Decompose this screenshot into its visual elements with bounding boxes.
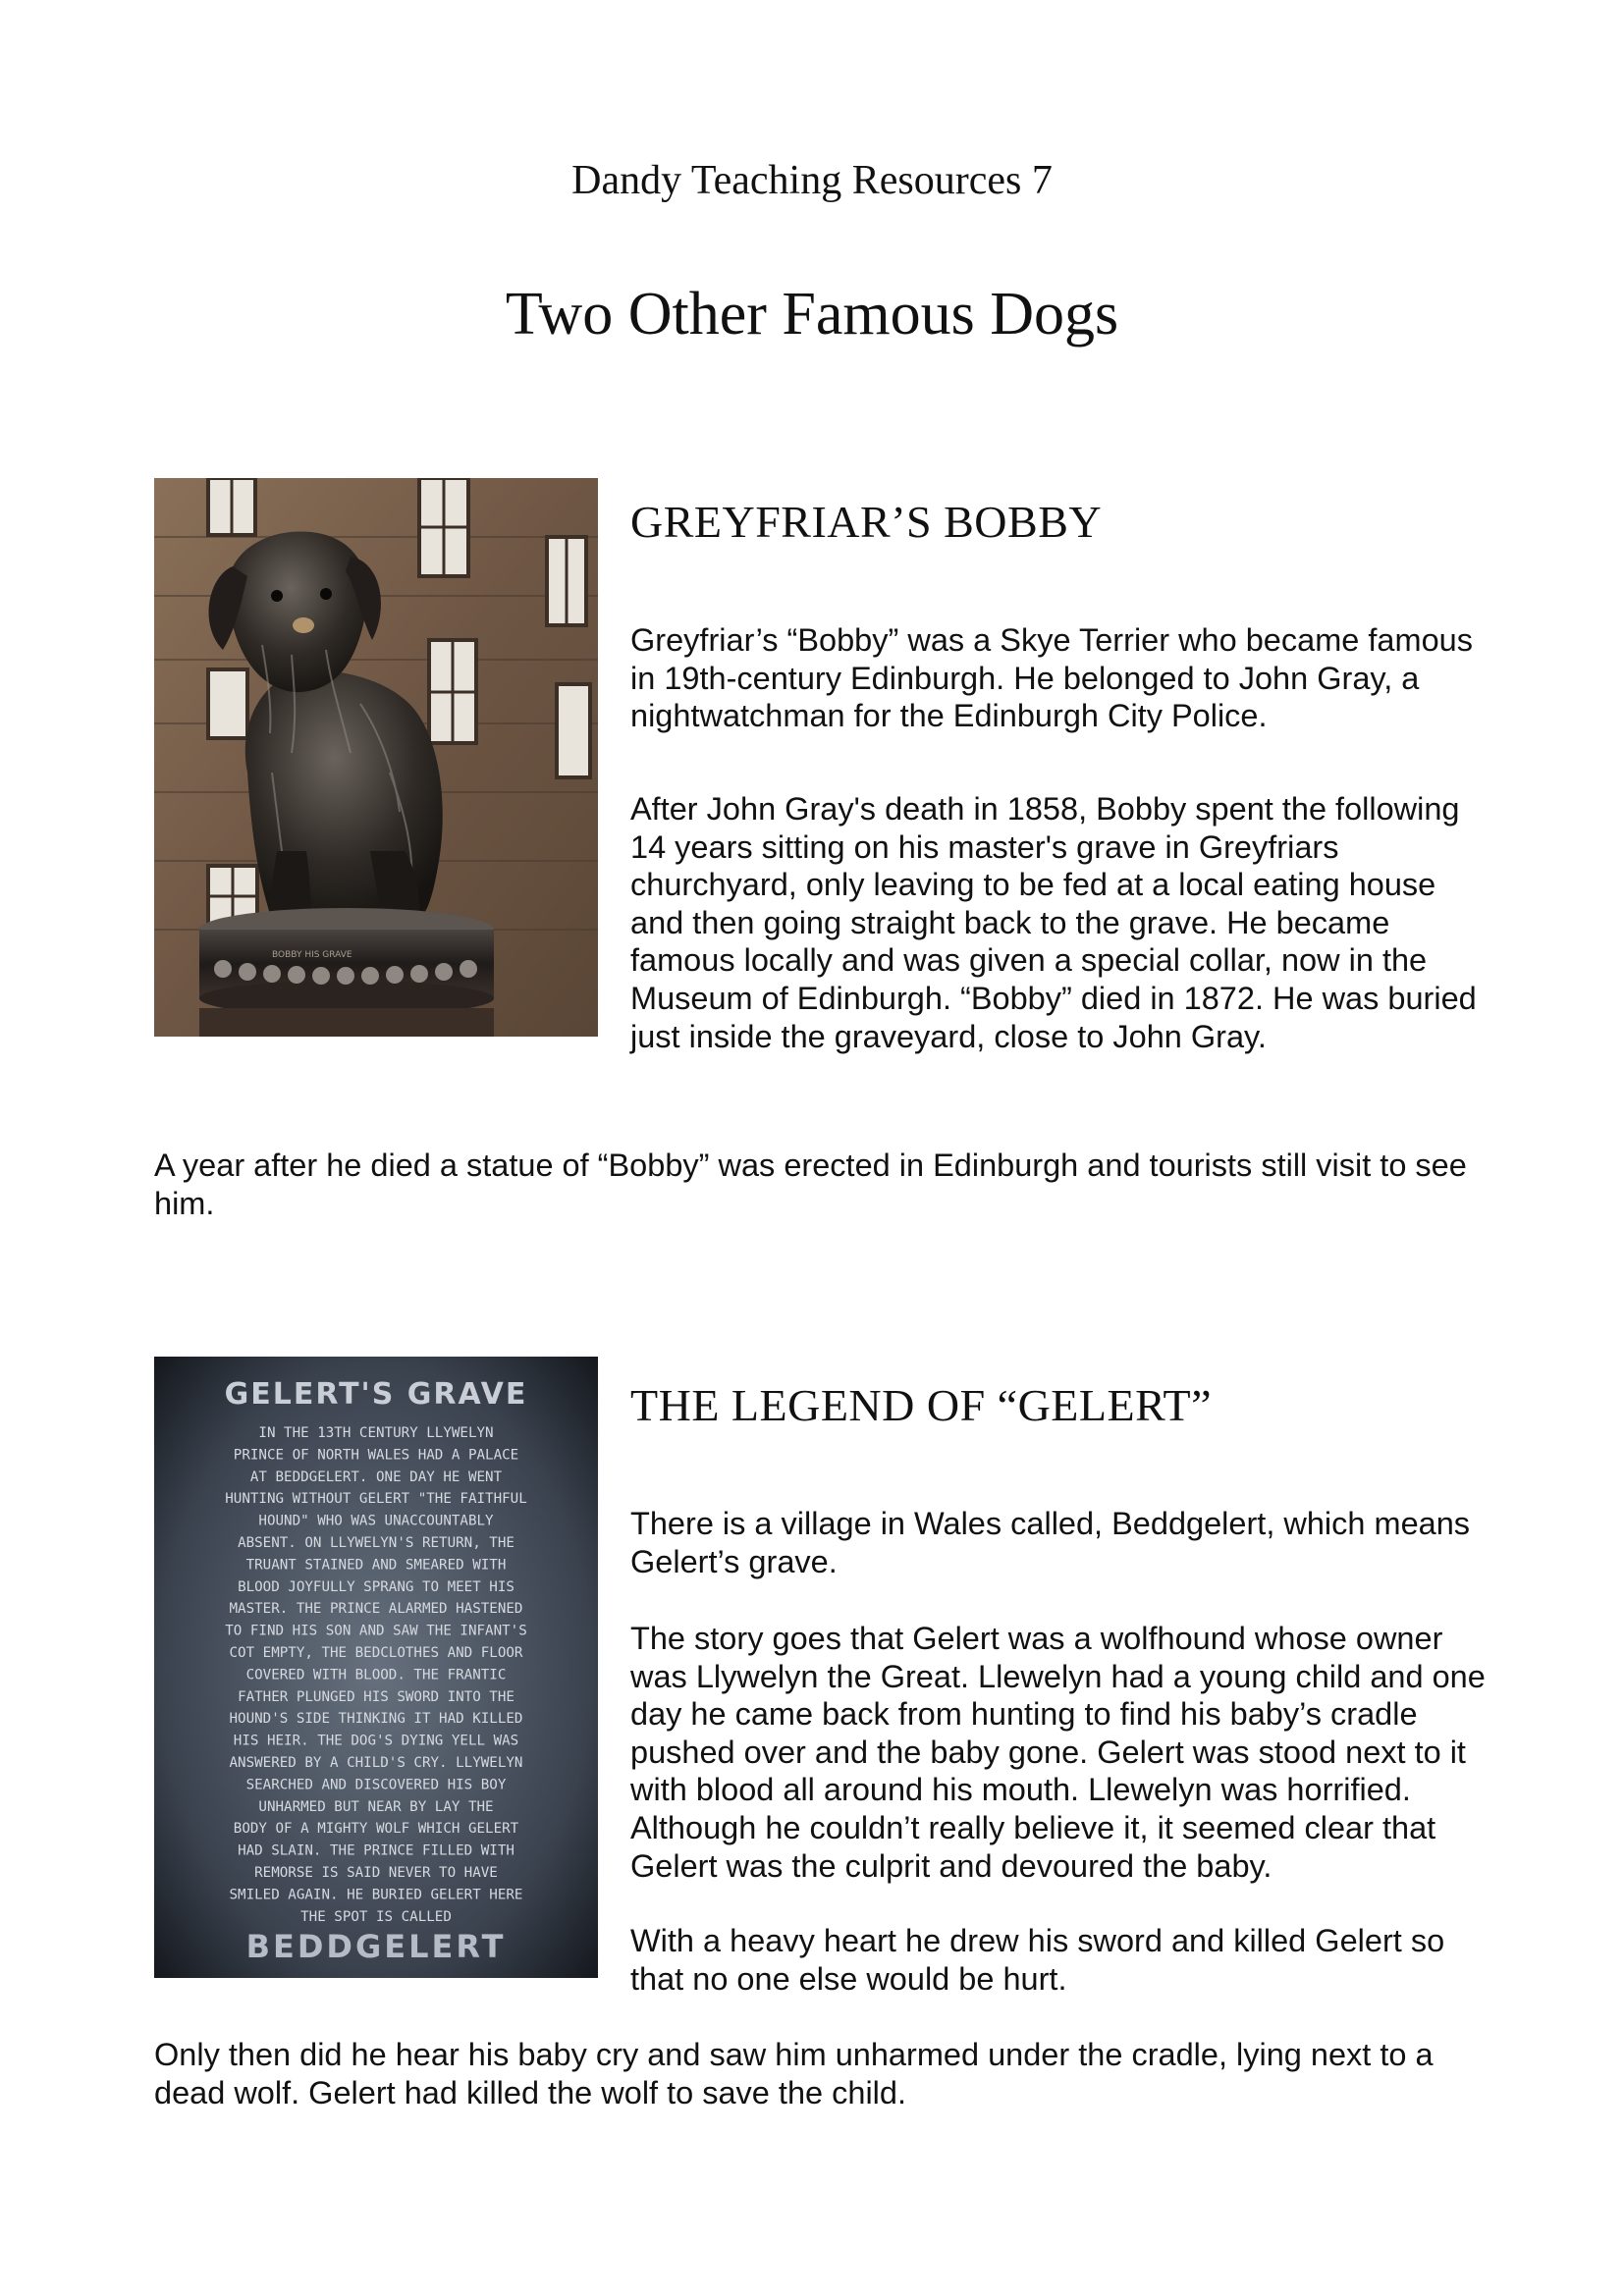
stone-inscription-line: ANSWERED BY A CHILD'S CRY. LLYWELYN [229,1755,523,1771]
bobby-paragraph-2: After John Gray's death in 1858, Bobby spent the following 14 years sitting on his master's grave in Greyfriars churchyard, only leaving to be fed at a local eating house and then going straight back to the grave. He became famous locally and was given a special collar, now in the Museum of Edinburgh. “Bobby” died in 1872. He was buried just inside the graveyard, close to John Gray. [630,791,1477,1054]
stone-inscription-line: PRINCE OF NORTH WALES HAD A PALACE [233,1447,519,1464]
stone-inscription-line: AT BEDDGELERT. ONE DAY HE WENT [249,1468,503,1485]
gelert-gravestone-photo [154,1357,598,1978]
gelert-paragraph-3: With a heavy heart he drew his sword and killed Gelert so that no one else would be hurt. [630,1923,1445,1997]
stone-inscription-line: HOUND" WHO WAS UNACCOUNTABLY [258,1513,494,1529]
bobby-statue-photo [154,478,598,1037]
section-heading-gelert: THE LEGEND OF “GELERT” [630,1380,1213,1430]
page-title: Two Other Famous Dogs [505,281,1119,347]
series-title: Dandy Teaching Resources 7 [571,158,1053,203]
stone-inscription [225,1425,527,1925]
stone-inscription-line: UNHARMED BUT NEAR BY LAY THE [258,1798,494,1815]
stone-inscription-line: MASTER. THE PRINCE ALARMED HASTENED [229,1601,523,1618]
stone-inscription-line: BODY OF A MIGHTY WOLF WHICH GELERT [233,1821,519,1838]
stone-inscription-line: TO FIND HIS SON AND SAW THE INFANT'S [225,1623,527,1639]
stone-inscription-line: COVERED WITH BLOOD. THE FRANTIC [245,1667,507,1683]
stone-inscription-line: IN THE 13TH CENTURY LLYWELYN [258,1425,494,1441]
stone-inscription-line: HAD SLAIN. THE PRINCE FILLED WITH [238,1842,514,1859]
plaque-text: BOBBY HIS GRAVE [272,950,352,960]
gelert-paragraph-4: Only then did he hear his baby cry and saw him unharmed under the cradle, lying next to a dead wolf. Gelert had killed the wolf to save the child. [154,2037,1434,2110]
stone-inscription-line: ABSENT. ON LLYWELYN'S RETURN, THE [238,1535,514,1551]
stone-inscription-line: FATHER PLUNGED HIS SWORD INTO THE [238,1688,514,1705]
stone-inscription-line: THE SPOT IS CALLED [300,1908,452,1925]
bobby-paragraph-1: Greyfriar’s “Bobby” was a Skye Terrier who became famous in 19th-century Edinburgh. He belonged to John Gray, a nightwatchman for the Edinburgh City Police. [630,622,1473,734]
gelert-paragraph-1: There is a village in Wales called, Beddgelert, which means Gelert’s grave. [630,1506,1471,1579]
stone-inscription-line: HOUND'S SIDE THINKING IT HAD KILLED [229,1711,523,1728]
gelert-paragraph-2: The story goes that Gelert was a wolfhound whose owner was Llywelyn the Great. Llewelyn had a young child and one day he came back from hunting to find his baby’s cradle pushed over and the baby gone. Gelert was stood next to it with blood all around his mouth. Llewelyn was horrified. Although he couldn’t really believe it, it seemed clear that Gelert was the culprit and devoured the baby. [630,1621,1486,1884]
stone-inscription-line: SEARCHED AND DISCOVERED HIS BOY [245,1777,507,1793]
dog-statue-icon [154,478,598,1037]
stone-inscription-line: TRUANT STAINED AND SMEARED WITH [245,1557,507,1574]
stone-inscription-line: SMILED AGAIN. HE BURIED GELERT HERE [229,1887,523,1903]
gravestone-icon [154,1357,598,1978]
stone-footer: BEDDGELERT [245,1928,507,1965]
stone-inscription-line: HIS HEIR. THE DOG'S DYING YELL WAS [233,1733,519,1749]
stone-inscription-line: HUNTING WITHOUT GELERT "THE FAITHFUL [225,1491,527,1508]
stone-inscription-line: COT EMPTY, THE BEDCLOTHES AND FLOOR [229,1645,523,1661]
stone-title: GELERT'S GRAVE [224,1377,528,1412]
stone-inscription-line: REMORSE IS SAID NEVER TO HAVE [254,1865,498,1881]
section-heading-bobby: GREYFRIAR’S BOBBY [630,497,1103,547]
stone-inscription-line: BLOOD JOYFULLY SPRANG TO MEET HIS [238,1578,514,1595]
bobby-paragraph-3: A year after he died a statue of “Bobby” was erected in Edinburgh and tourists still visit to see him. [154,1148,1467,1221]
